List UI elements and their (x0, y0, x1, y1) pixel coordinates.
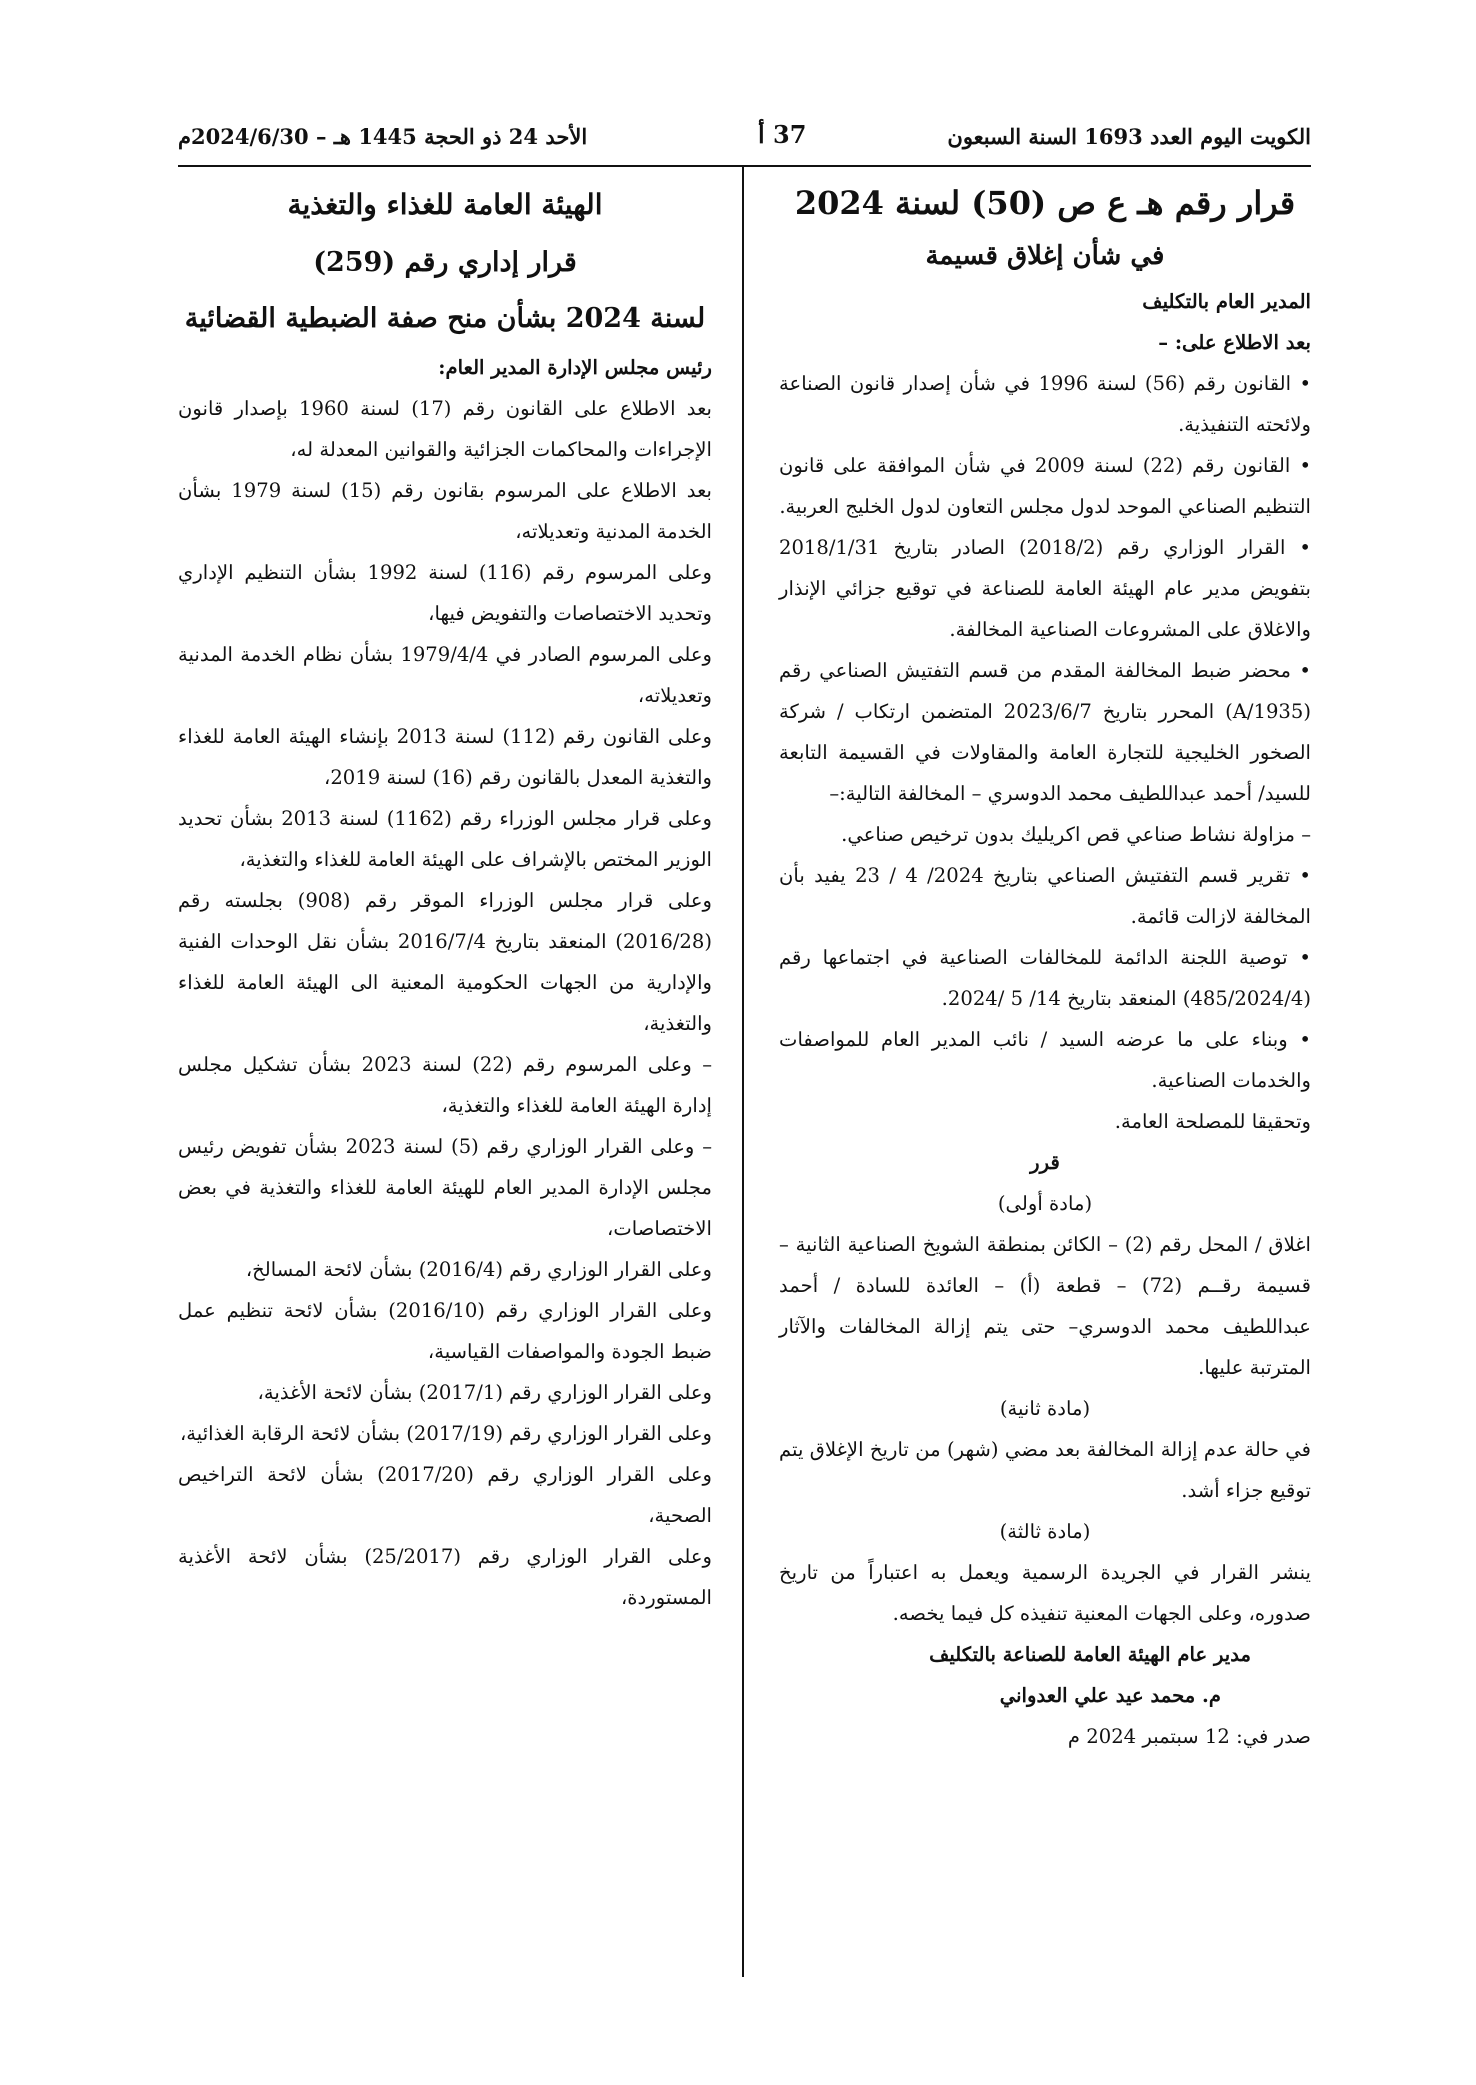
preamble-item: • القانون رقم (56) لسنة 1996 في شأن إصدار قانون الصناعة ولائحته التنفيذية. (779, 363, 1311, 445)
right-column (779, 175, 1311, 1757)
left-column (178, 175, 712, 1618)
preamble-paragraph: وعلى القرار الوزاري رقم (2017/20) بشأن لائحة التراخيص الصحية، (178, 1463, 712, 1527)
preamble-paragraph: وعلى القرار الوزاري رقم (2016/10) بشأن لائحة تنظيم عمل ضبط الجودة والمواصفات القياسية، (178, 1299, 712, 1363)
issuer: رئيس مجلس الإدارة المدير العام: (438, 356, 712, 379)
preamble-paragraph: وعلى قرار مجلس الوزراء رقم (1162) لسنة 2013 بشأن تحديد الوزير المختص بالإشراف على الهيئة العامة للغذاء والتغذية، (178, 807, 713, 871)
signer-name: م. محمد عيد علي العدواني (999, 1684, 1221, 1707)
decision-title: قرار رقم هـ ع ص (50) لسنة 2024 (794, 184, 1296, 222)
preamble-paragraph: وعلى القرار الوزاري رقم (2017/19) بشأن لائحة الرقابة الغذائية، (179, 1422, 712, 1445)
preamble-paragraph: وعلى القرار الوزاري رقم (2016/4) بشأن لائحة المسالخ، (245, 1258, 712, 1281)
preamble-item: • القانون رقم (22) لسنة 2009 في شأن الموافقة على قانون التنظيم الصناعي الموحد لدول مجلس التعاون لدول الخليج العربية. (779, 445, 1311, 527)
preamble-paragraph: وعلى المرسوم رقم (116) لسنة 1992 بشأن التنظيم الإداري وتحديد الاختصاصات والتفويض فيها، (178, 561, 713, 625)
article-1-text: اغلاق / المحل رقم (2) – الكائن بمنطقة الشويخ الصناعية الثانية – قسيمة رقــم (72) – قطعة (أ) – العائدة للسادة / أحمد عبداللطيف محمد الدوسري– حتى يتم إزالة المخالفات والآثار المترتبة عليها. (779, 1233, 1312, 1379)
page-header (178, 118, 1311, 162)
article-1-title: (مادة أولى) (997, 1192, 1093, 1215)
column-divider (742, 165, 744, 1977)
header-rule (178, 165, 1311, 167)
page-number: 37 أ (758, 120, 807, 149)
article-3-title: (مادة ثالثة) (999, 1520, 1091, 1543)
article-2-text: في حالة عدم إزالة المخالفة بعد مضي (شهر) من تاريخ الإغلاق يتم توقيع جزاء أشد. (779, 1438, 1311, 1502)
preamble-item: • وبناء على ما عرضه السيد / نائب المدير العام للمواصفات والخدمات الصناعية. (779, 1019, 1311, 1101)
preamble-paragraph: – وعلى المرسوم رقم (22) لسنة 2023 بشأن تشكيل مجلس إدارة الهيئة العامة للغذاء والتغذية، (178, 1053, 713, 1117)
signer-title: مدير عام الهيئة العامة للصناعة بالتكليف (929, 1643, 1251, 1666)
preamble-item: • محضر ضبط المخالفة المقدم من قسم التفتيش الصناعي رقم (A/1935) المحرر بتاريخ 2023/6/7 المتضمن ارتكاب / شركة الصخور الخليجية للتجارة العامة والمقاولات في القسيمة التابعة للسيد/ أحمد عبداللطيف محمد الدوسري – المخالفة التالية:– (779, 650, 1311, 814)
preamble-paragraph: وعلى القرار الوزاري رقم (25/2017) بشأن لائحة الأغذية المستوردة، (178, 1545, 712, 1609)
preamble-paragraph: بعد الاطلاع على القانون رقم (17) لسنة 1960 بإصدار قانون الإجراءات والمحاكمات الجزائية والقوانين المعدلة له، (178, 397, 712, 461)
after-review: بعد الاطلاع على: – (1158, 331, 1311, 354)
preamble-item: • توصية اللجنة الدائمة للمخالفات الصناعية في اجتماعها رقم (485/2024/4) المنعقد بتاريخ 14/ 5 /2024. (779, 937, 1311, 1019)
issue-date: الأحد 24 ذو الحجة 1445 هـ – 2024/6/30م (178, 124, 588, 149)
preamble-paragraph: وعلى المرسوم الصادر في 1979/4/4 بشأن نظام الخدمة المدنية وتعديلاته، (178, 643, 713, 707)
violation-item: – مزاولة نشاط صناعي قص اكريليك بدون ترخيص صناعي. (841, 823, 1311, 846)
preamble-paragraph: وعلى قرار مجلس الوزراء الموقر رقم (908) بجلسته رقم (2016/28) المنعقد بتاريخ 2016/7/4 بشأن نقل الوحدات الفنية والإدارية من الجهات الحكومية المعنية الى الهيئة العامة للغذاء والتغذية، (178, 889, 713, 1035)
public-interest: وتحقيقا للمصلحة العامة. (1114, 1110, 1311, 1133)
preamble-paragraph: وعلى القرار الوزاري رقم (2017/1) بشأن لائحة الأغذية، (257, 1381, 712, 1404)
preamble-paragraph: بعد الاطلاع على المرسوم بقانون رقم (15) لسنة 1979 بشأن الخدمة المدنية وتعديلاته، (178, 479, 712, 543)
preamble-paragraph: – وعلى القرار الوزاري رقم (5) لسنة 2023 بشأن تفويض رئيس مجلس الإدارة المدير العام للهيئة العامة للغذاء والتغذية في بعض الاختصاصات، (178, 1135, 712, 1240)
gazette-issue: الكويت اليوم العدد 1693 السنة السبعون (947, 124, 1311, 149)
article-3-text: ينشر القرار في الجريدة الرسمية ويعمل به اعتباراً من تاريخ صدوره، وعلى الجهات المعنية تنفيذه كل فيما يخصه. (779, 1561, 1311, 1625)
authority-title: الهيئة العامة للغذاء والتغذية (287, 188, 603, 221)
issuer: المدير العام بالتكليف (1142, 290, 1311, 313)
admin-decision-subject: لسنة 2024 بشأن منح صفة الضبطية القضائية (184, 303, 706, 334)
preamble-paragraph: وعلى القانون رقم (112) لسنة 2013 بإنشاء الهيئة العامة للغذاء والتغذية المعدل بالقانون رقم (16) لسنة 2019، (178, 725, 712, 789)
decided-heading: قرر (1030, 1151, 1060, 1174)
issue-date-line: صدر في: 12 سبتمبر 2024 م (1067, 1725, 1311, 1748)
article-2-title: (مادة ثانية) (999, 1397, 1091, 1420)
preamble-item: • تقرير قسم التفتيش الصناعي بتاريخ 2024/ 4 / 23 يفيد بأن المخالفة لازالت قائمة. (779, 855, 1311, 937)
preamble-item: • القرار الوزاري رقم (2018/2) الصادر بتاريخ 2018/1/31 بتفويض مدير عام الهيئة العامة للصناعة في توقيع جزائي الإنذار والاغلاق على المشروعات الصناعية المخالفة. (779, 527, 1311, 650)
decision-subtitle: في شأن إغلاق قسيمة (925, 241, 1165, 271)
admin-decision-number: قرار إداري رقم (259) (313, 247, 577, 278)
